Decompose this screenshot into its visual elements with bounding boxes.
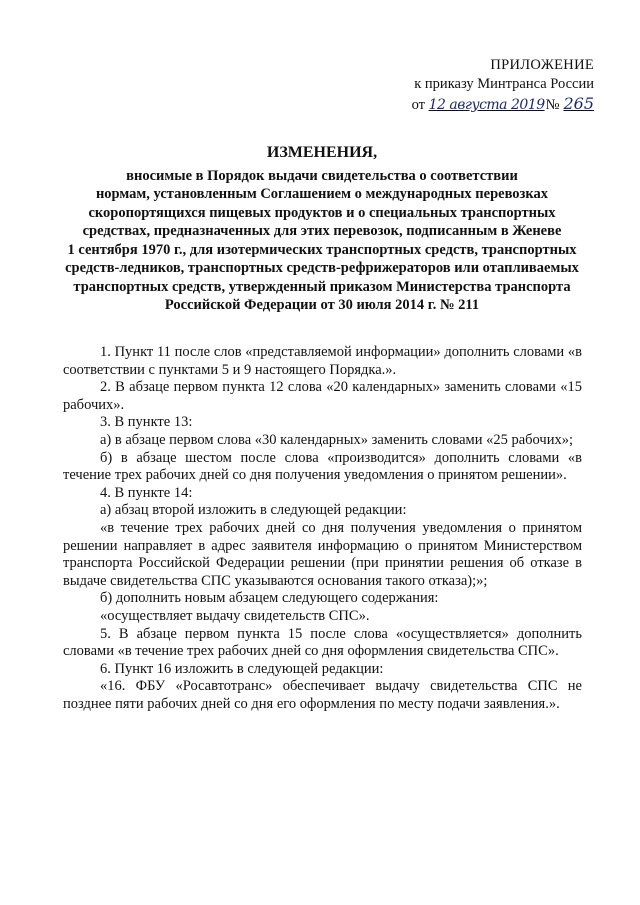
- paragraph-item-5: 5. В абзаце первом пункта 15 после слова «осуществляется» дополнить словами «в течение трех рабочих дней со дня оформления свидетельства СПС».: [63, 625, 582, 660]
- title-line: средствах, предназначенных для этих перевозок, подписанным в Женеве: [82, 223, 562, 239]
- paragraph-item-4a: а) абзац второй изложить в следующей редакции:: [100, 502, 407, 519]
- paragraph-item-2: 2. В абзаце первом пункта 12 слова «20 календарных» заменить словами «15 рабочих».: [63, 379, 582, 413]
- paragraph-quote-4a: «в течение трех рабочих дней со дня получения уведомления о принятом решении направляет в адрес заявителя информацию о принятом Министерством транспорта Российской Федерации решении (при принятии решения об отказе в выдаче свидетельства СПС указываются основания такого отказа);»;: [63, 519, 582, 589]
- title-line: Российской Федерации от 30 июля 2014 г. № 211: [164, 297, 480, 313]
- title-heading: ИЗМЕНЕНИЯ,: [266, 144, 378, 161]
- title-line: средств-ледников, транспортных средств-рефрижераторов или отапливаемых: [65, 260, 579, 276]
- number-label: №: [545, 97, 560, 113]
- paragraph-item-6: 6. Пункт 16 изложить в следующей редакции:: [100, 660, 384, 677]
- title-line: скоропортящихся пищевых продуктов и о специальных транспортных: [88, 204, 556, 221]
- document-body: [63, 344, 582, 713]
- title-line: транспортных средств, утвержденный приказом Министерства транспорта: [73, 278, 571, 295]
- paragraph-item-4: 4. В пункте 14:: [100, 484, 193, 501]
- title-line: вносимые в Порядок выдачи свидетельства о соответствии: [126, 167, 518, 184]
- paragraph-item-3: 3. В пункте 13:: [100, 414, 193, 431]
- date-prefix: от: [411, 97, 425, 113]
- appendix-header: [374, 56, 594, 115]
- title-line: 1 сентября 1970 г., для изотермических транспортных средств, транспортных: [67, 241, 577, 258]
- paragraph-quote-6: «16. ФБУ «Росавтотранс» обеспечивает выдачу свидетельства СПС не позднее пяти рабочих дней со дня его оформления по месту подачи заявления.».: [63, 678, 582, 712]
- handwritten-number: 265: [563, 94, 594, 113]
- appendix-date-row: [374, 94, 594, 115]
- handwritten-date: 12 августа 2019: [428, 97, 545, 113]
- paragraph-quote-4b: «осуществляет выдачу свидетельств СПС».: [100, 607, 370, 624]
- title-line: нормам, установленным Соглашением о международных перевозках: [95, 186, 549, 202]
- appendix-title: ПРИЛОЖЕНИЕ: [490, 57, 594, 73]
- paragraph-item-4b: б) дополнить новым абзацем следующего содержания:: [100, 590, 439, 607]
- paragraph-item-1: 1. Пункт 11 после слов «представляемой информации» дополнить словами «в соответствии с пунктами 5 и 9 настоящего Порядка.».: [63, 344, 582, 378]
- paragraph-item-3b: б) в абзаце шестом после слова «производится» дополнить словами «в течение трех рабочих дней со дня получения уведомления о принятом решении».: [63, 449, 582, 484]
- paragraph-item-3a: а) в абзаце первом слова «30 календарных» заменить словами «25 рабочих»;: [100, 431, 573, 448]
- appendix-order-reference: к приказу Минтранса России: [414, 76, 594, 92]
- document-title: [64, 144, 580, 315]
